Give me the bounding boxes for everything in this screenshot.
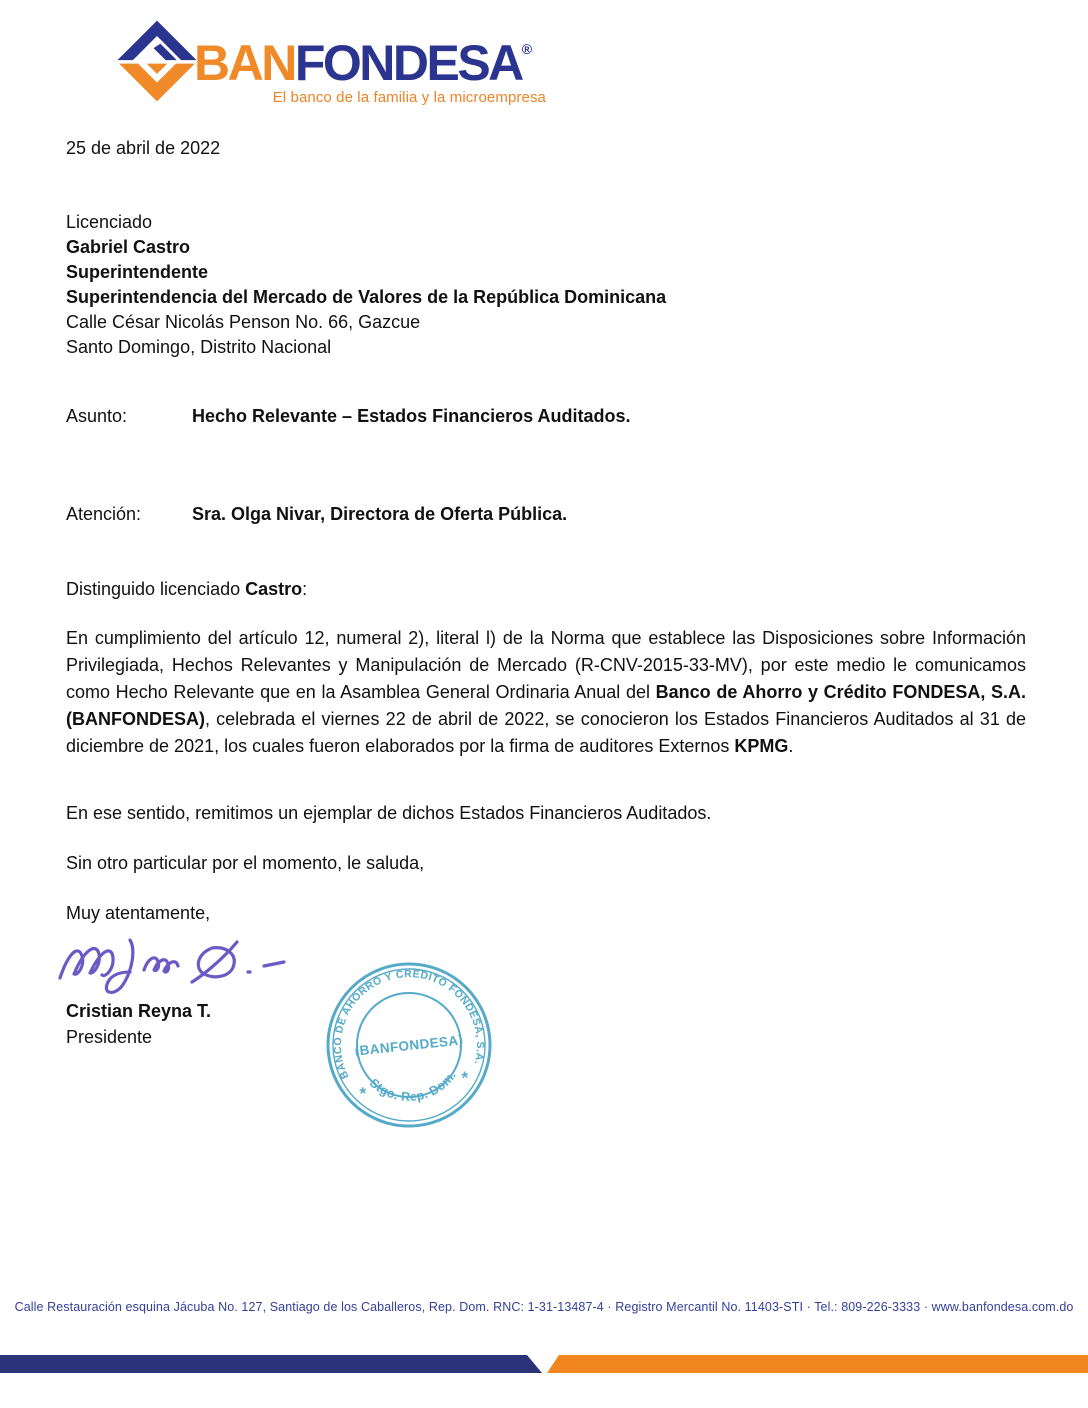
logo-tagline: El banco de la familia y la microempresa [272, 89, 546, 106]
brand-bar-orange-segment [547, 1355, 1088, 1373]
seal-star-right: * [460, 1068, 470, 1088]
banfondesa-diamond-icon [114, 18, 200, 104]
p1-text-cont: , celebrada el viernes 22 de abril de 2022, se conocieron los Estados Financieros Auditados al 31 de diciembre de 2021, los cuales fueron elaborados por la firma de auditores Externos [66, 709, 1026, 756]
letter-date: 25 de abril de 2022 [66, 138, 221, 158]
attention-label: Atención: [66, 504, 142, 524]
handwritten-signature-scribble [52, 920, 302, 1000]
recipient-title: Superintendente [66, 262, 209, 282]
seal-center-text: (BANFONDESA) [354, 1032, 465, 1059]
p1-bold-auditor: KPMG [734, 736, 789, 756]
seal-star-left: * [358, 1083, 368, 1104]
seal-ring-text: BANCO DE AHORRO Y CREDITO FONDESA, S.A. [331, 968, 487, 1081]
recipient-salutation: Licenciado [66, 212, 153, 232]
logo-text [194, 24, 550, 91]
recipient-organization: Superintendencia del Mercado de Valores de la República Dominicana [66, 287, 667, 307]
greeting-name: Castro [245, 579, 303, 599]
greeting-suffix: : [302, 579, 308, 599]
subject-row [66, 404, 630, 429]
logo-text-fondesa: FONDESA [294, 35, 522, 91]
body-paragraph-1 [66, 625, 1026, 760]
recipient-name: Gabriel Castro [66, 237, 191, 257]
body-paragraph-3: Sin otro particular por el momento, le saluda, [66, 853, 425, 873]
subject-value: Hecho Relevante – Estados Financieros Auditados. [192, 406, 631, 426]
attention-row [66, 502, 567, 527]
closing-line: Muy atentamente, [66, 903, 211, 923]
svg-text:BANCO DE AHORRO Y CREDITO FOND [324, 960, 488, 1081]
recipient-address-line1: Calle César Nicolás Penson No. 66, Gazcue [66, 312, 421, 332]
p1-bold-bank-name: Banco de Ahorro y Crédito FONDESA, S.A. (BANFONDESA) [66, 682, 1027, 729]
p1-period: . [788, 736, 794, 756]
footer-contact-line: Calle Restauración esquina Jácuba No. 127, Santiago de los Caballeros, Rep. Dom. RNC: 1-31-13487-4 · Registro Mercantil No. 11403-STI · Tel.: 809-226-3333 · www.banfondesa.com.do [14, 1300, 1074, 1314]
p1-text: En cumplimiento del artículo 12, numeral 2), literal l) de la Norma que establece las Disposiciones sobre Información Privilegiada, Hechos Relevantes y Manipulación de Mercado (R-CNV-2015-33-MV), por este medio le comunicamos como Hecho Relevante que en la Asamblea General Ordinaria Anual del [66, 628, 1026, 702]
svg-text:Stgo. Rep. Dom. [366, 1067, 462, 1108]
recipient-block [66, 210, 666, 360]
footer-brand-bar [0, 1355, 1088, 1373]
registered-trademark-symbol: ® [521, 41, 533, 57]
signer-name: Cristian Reyna T. [66, 1001, 212, 1021]
logo-text-ban: BAN [194, 35, 295, 91]
body-paragraph-2: En ese sentido, remitimos un ejemplar de dichos Estados Financieros Auditados. [66, 803, 712, 823]
greeting-line [66, 577, 307, 602]
subject-label: Asunto: [66, 406, 128, 426]
greeting-prefix: Distinguido licenciado [66, 579, 246, 599]
brand-bar-navy-segment [0, 1355, 542, 1373]
seal-bottom-text: Stgo. Rep. Dom. [366, 1068, 459, 1105]
signer-title: Presidente [66, 1027, 153, 1047]
recipient-address-line2: Santo Domingo, Distrito Nacional [66, 337, 332, 357]
logo-wordmark [194, 24, 550, 106]
circular-company-seal [320, 956, 498, 1134]
attention-value: Sra. Olga Nivar, Directora de Oferta Pública. [192, 504, 568, 524]
